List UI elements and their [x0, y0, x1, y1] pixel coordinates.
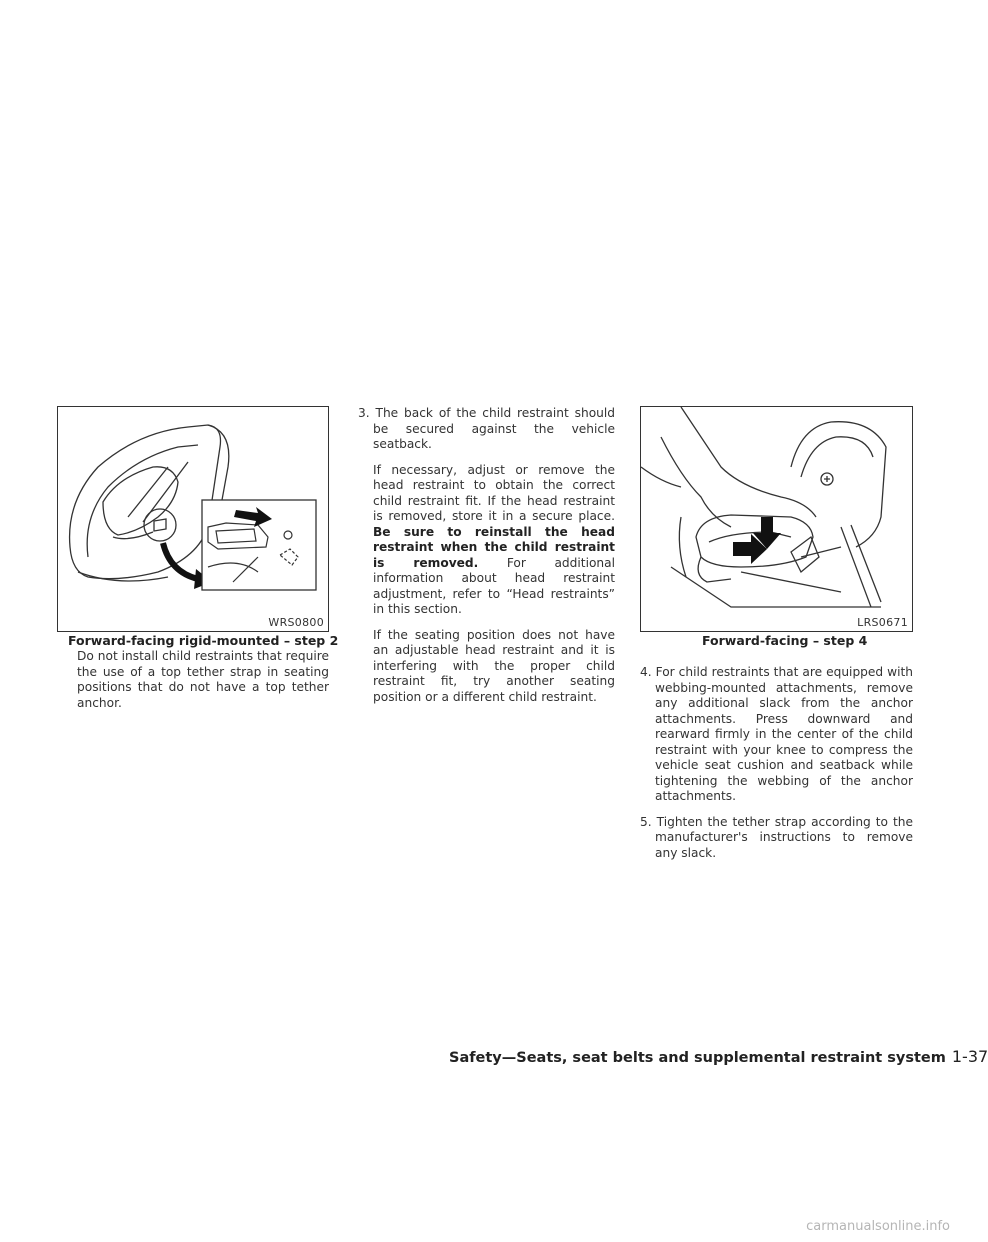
- head-restraint-paragraph: [358, 463, 615, 618]
- column-3: [640, 665, 913, 871]
- step-text: Tighten the tether strap according to the manufacturer's instructions to remove any slack.: [655, 814, 913, 860]
- step-text: The back of the child restraint should be secured against the vehicle seatback.: [373, 406, 616, 451]
- step-text: For child restraints that are equipped with webbing-mounted attachments, remove any additional slack from the anchor attachments. Press downward and rearward firmly in the center of the child restraint with your knee to compress the vehicle seat cushion and seatback while tightening the webbing of the anchor attachments.: [655, 665, 913, 803]
- step-number: 4.: [640, 665, 652, 679]
- step-number: 3.: [358, 406, 370, 420]
- figure-code: LRS0671: [857, 616, 908, 629]
- child-seat-knee-press-illustration: [641, 407, 914, 633]
- step-5: [640, 815, 913, 862]
- no-head-restraint-paragraph: If the seating position does not have an adjustable head restraint and it is interfering with the proper child restraint fit, try another seating position or a different child restraint.: [373, 627, 615, 704]
- page-number: 1-37: [951, 1047, 988, 1066]
- child-seat-illustration: [58, 407, 330, 633]
- bold-warning: Be sure to reinstall the head restraint when the child restraint is removed.: [373, 524, 615, 570]
- paragraph-text: For additional information about head restraint adjustment, refer to “Head restraints” in this section.: [373, 555, 615, 616]
- step-3: [358, 406, 615, 453]
- step-4: [640, 665, 913, 805]
- warning-paragraph: Do not install child restraints that require the use of a top tether strap in seating positions that do not have a top tether anchor.: [77, 649, 329, 710]
- paragraph-text: If necessary, adjust or remove the head restraint to obtain the correct child restraint fit. If the head restraint is removed, store it in a secure place.: [373, 462, 615, 523]
- figure-child-seat-rigid-mount: [57, 406, 329, 632]
- figure-code: WRS0800: [268, 616, 324, 629]
- step-number: 5.: [640, 814, 652, 829]
- watermark: carmanualsonline.info: [806, 1219, 950, 1234]
- page-footer: [449, 1047, 988, 1066]
- figure-caption: Forward-facing rigid-mounted – step 2: [68, 633, 339, 648]
- figure-caption: Forward-facing – step 4: [702, 633, 868, 648]
- figure-child-seat-step-4: [640, 406, 913, 632]
- section-title: Safety—Seats, seat belts and supplemental restraint system: [449, 1050, 946, 1066]
- column-2: [358, 406, 615, 715]
